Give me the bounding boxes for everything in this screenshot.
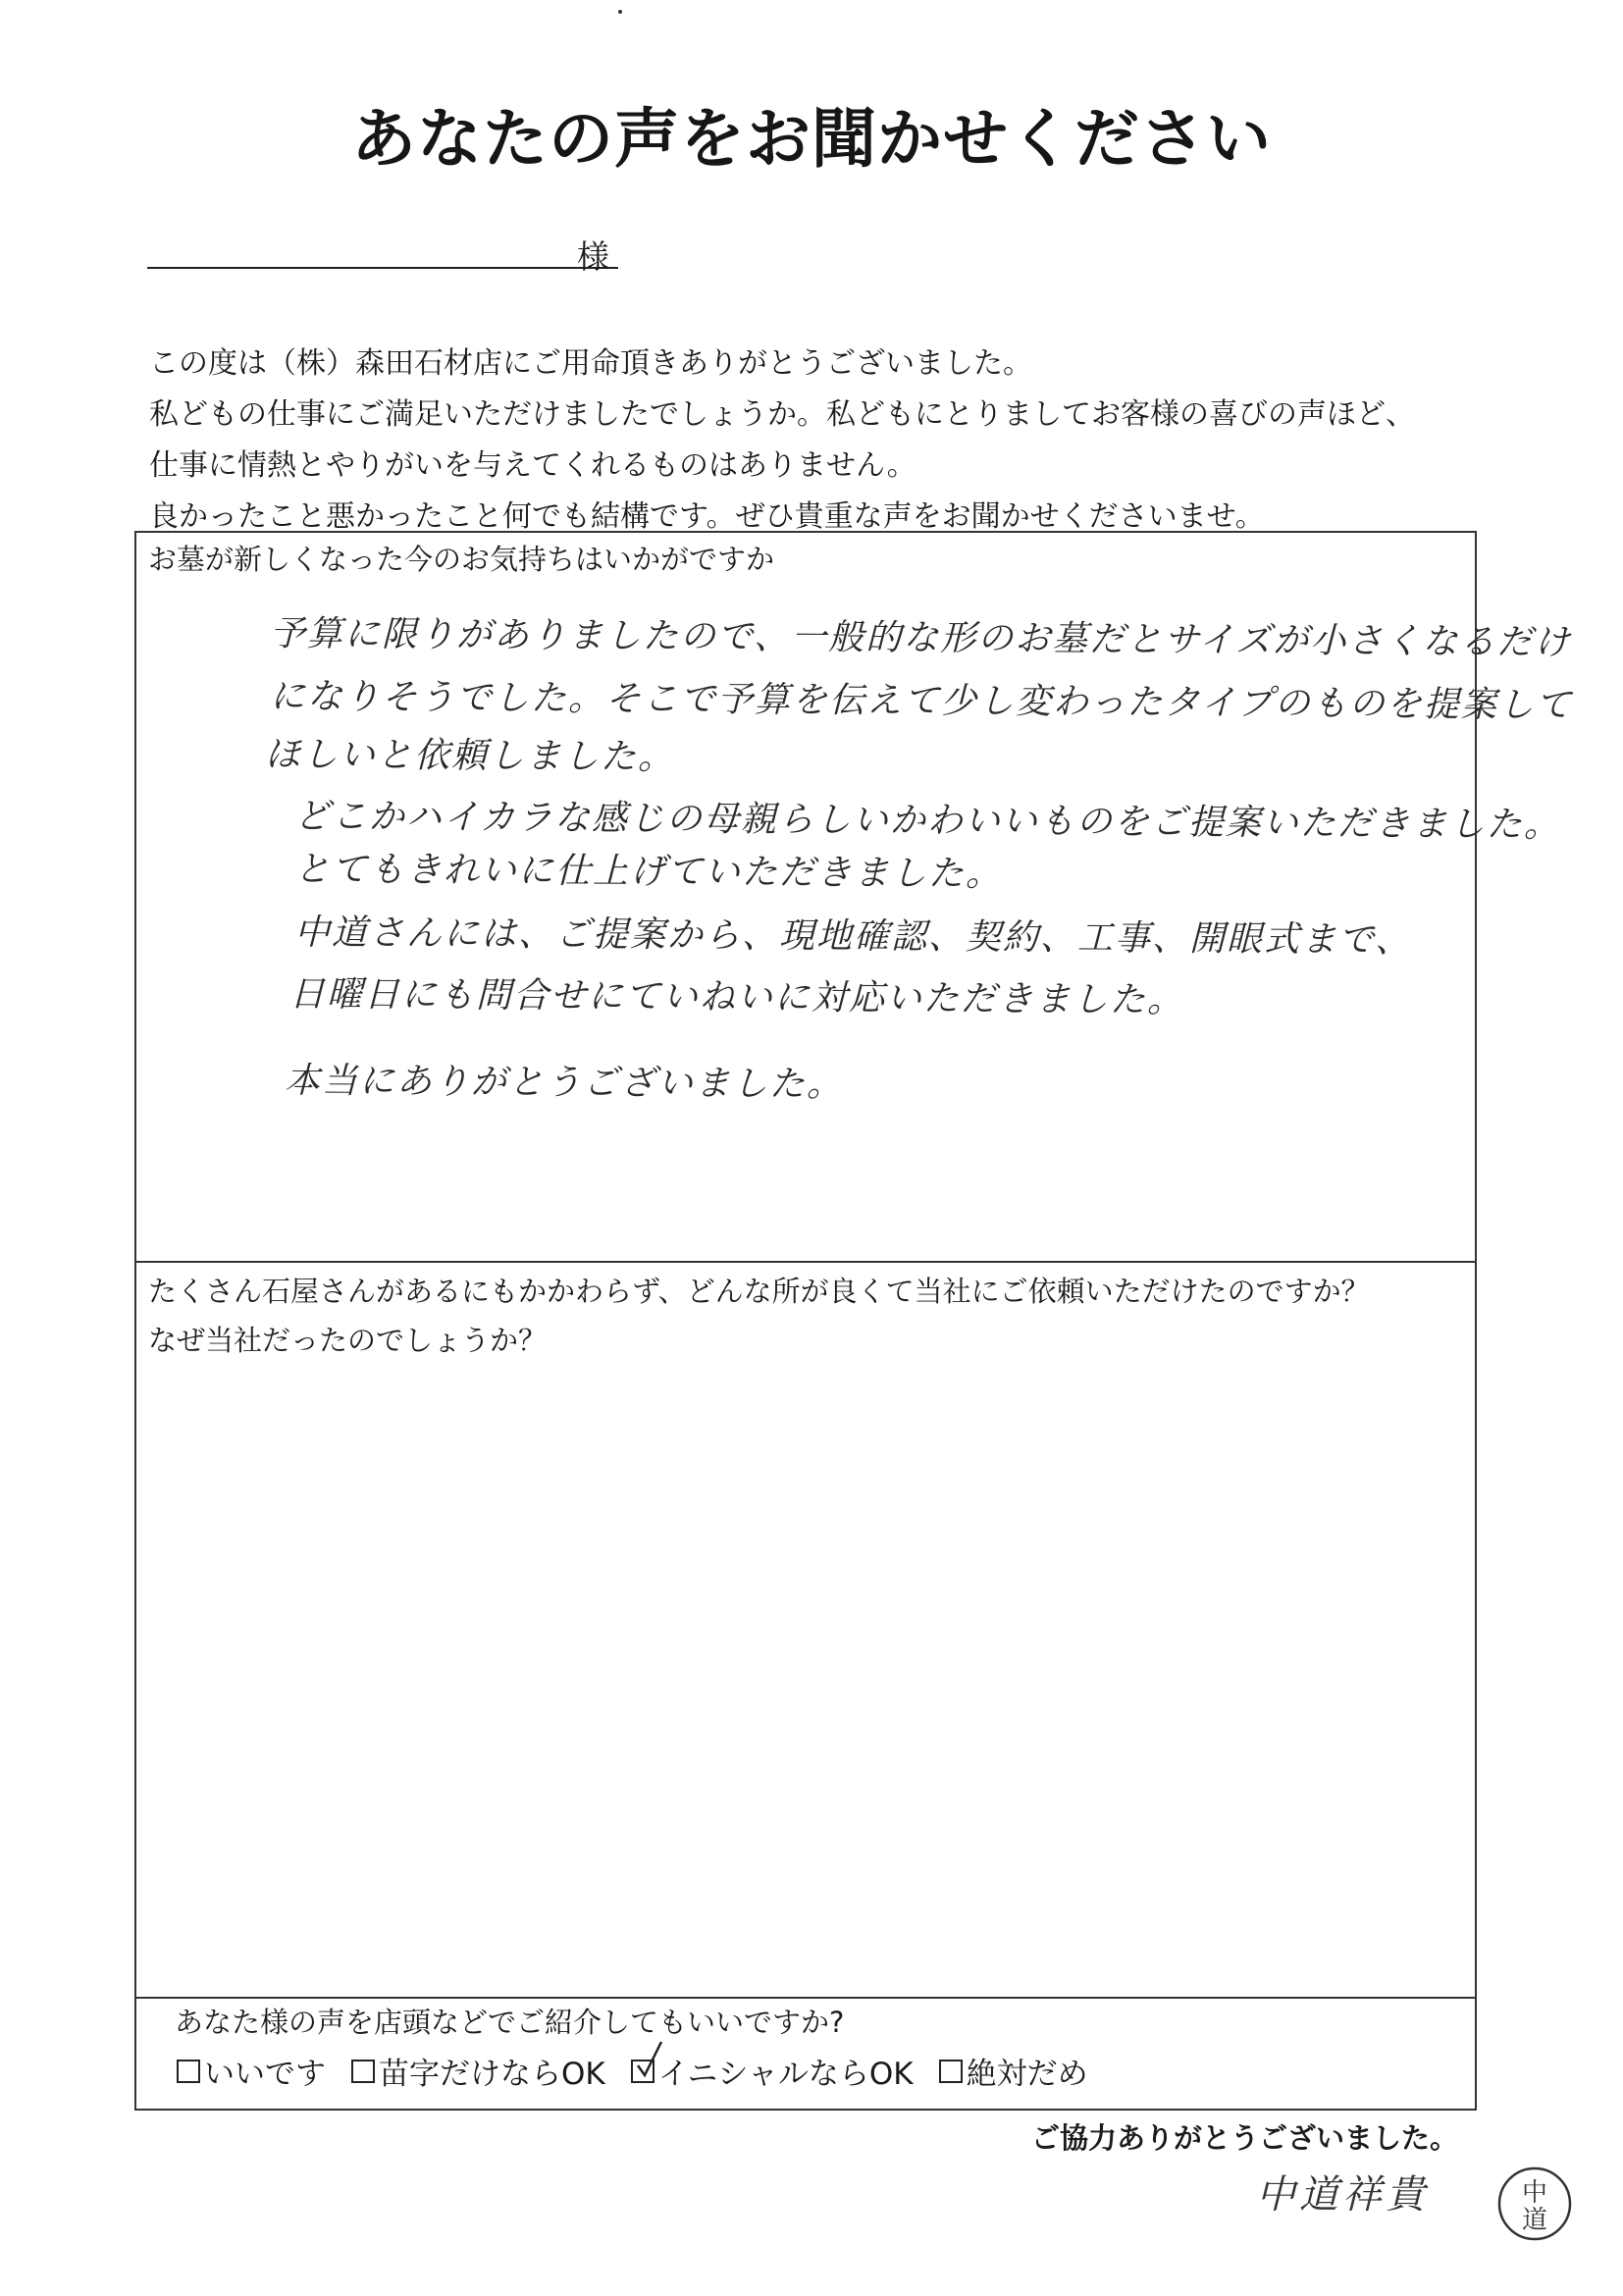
scan-speck	[618, 10, 622, 14]
question3-label: あなた様の声を店頭などでご紹介してもいいですか?	[175, 2006, 845, 2039]
honorific: 様	[577, 237, 609, 276]
seal-stamp	[1496, 2166, 1573, 2242]
svg-text:道: 道	[1521, 2206, 1548, 2235]
question2-label	[148, 1270, 1370, 1362]
answer1-line: 中道さんには、ご提案から、現地確認、契約、工事、開眼式まで、	[293, 913, 1413, 961]
option-initials-only[interactable]	[631, 2049, 914, 2093]
intro-line: 仕事に情熱とやりがいを与えてくれるものはありません。	[149, 448, 916, 483]
question2-line: たくさん石屋さんがあるにもかかわらず、どんな所が良くて当社にご依頼いただけたのですか？	[148, 1275, 1370, 1308]
question2-box	[134, 1261, 1477, 1999]
checkbox[interactable]	[939, 2060, 963, 2083]
option-label: イニシャルならOK	[657, 2057, 914, 2092]
checkbox[interactable]	[351, 2060, 375, 2083]
staff-signature: 中道祥貴	[1256, 2172, 1429, 2218]
checkmark-icon	[635, 2040, 664, 2079]
option-label: 絶対だめ	[966, 2057, 1088, 2092]
question2-line: なぜ当社だったのでしょうか？	[148, 1324, 548, 1357]
answer1-line: ほしいと依頼しました。	[264, 734, 676, 778]
option-label: 苗字だけならOK	[379, 2057, 605, 2092]
consent-options	[177, 2049, 1088, 2093]
checkbox[interactable]	[177, 2060, 200, 2083]
intro-line: 良かったこと悪かったこと何でも結構です。ぜひ貴重な声をお聞かせくださいませ。	[149, 499, 1265, 534]
option-ok[interactable]	[177, 2049, 326, 2093]
svg-text:中: 中	[1521, 2178, 1548, 2208]
answer1-line: になりそうでした。そこで予算を伝えて少し変わったタイプのものを提案して	[269, 676, 1573, 726]
intro-line: 私どもの仕事にご満足いただけましたでしょうか。私どもにとりましてお客様の喜びの声ほど、	[149, 397, 1415, 432]
answer1-line: 予算に限りがありましたので、一般的な形のお墓だとサイズが小さくなるだけ	[269, 613, 1572, 663]
customer-name-line	[147, 267, 618, 269]
question1-label: お墓が新しくなった今のお気持ちはいかがですか	[148, 543, 775, 576]
option-surname-only[interactable]	[351, 2049, 605, 2093]
answer1-line: とてもきれいに仕上げていただきました。	[293, 849, 1004, 895]
option-never[interactable]	[939, 2049, 1088, 2093]
page-title: あなたの声をお聞かせください	[351, 101, 1272, 177]
intro-text	[149, 339, 1415, 543]
intro-line: この度は（株）森田石材店にご用命頂きありがとうございました。	[149, 346, 1032, 381]
option-label: いいです	[204, 2057, 326, 2092]
answer1-line: 本当にありがとうございました。	[284, 1061, 845, 1105]
closing-thanks: ご協力ありがとうございました。	[1030, 2121, 1458, 2155]
answer1-line: 日曜日にも問合せにていねいに対応いただきました。	[288, 973, 1185, 1021]
checkbox-checked[interactable]	[631, 2060, 654, 2083]
answer1-line: どこかハイカラな感じの母親らしいかわいいものをご提案いただきました。	[293, 796, 1562, 846]
